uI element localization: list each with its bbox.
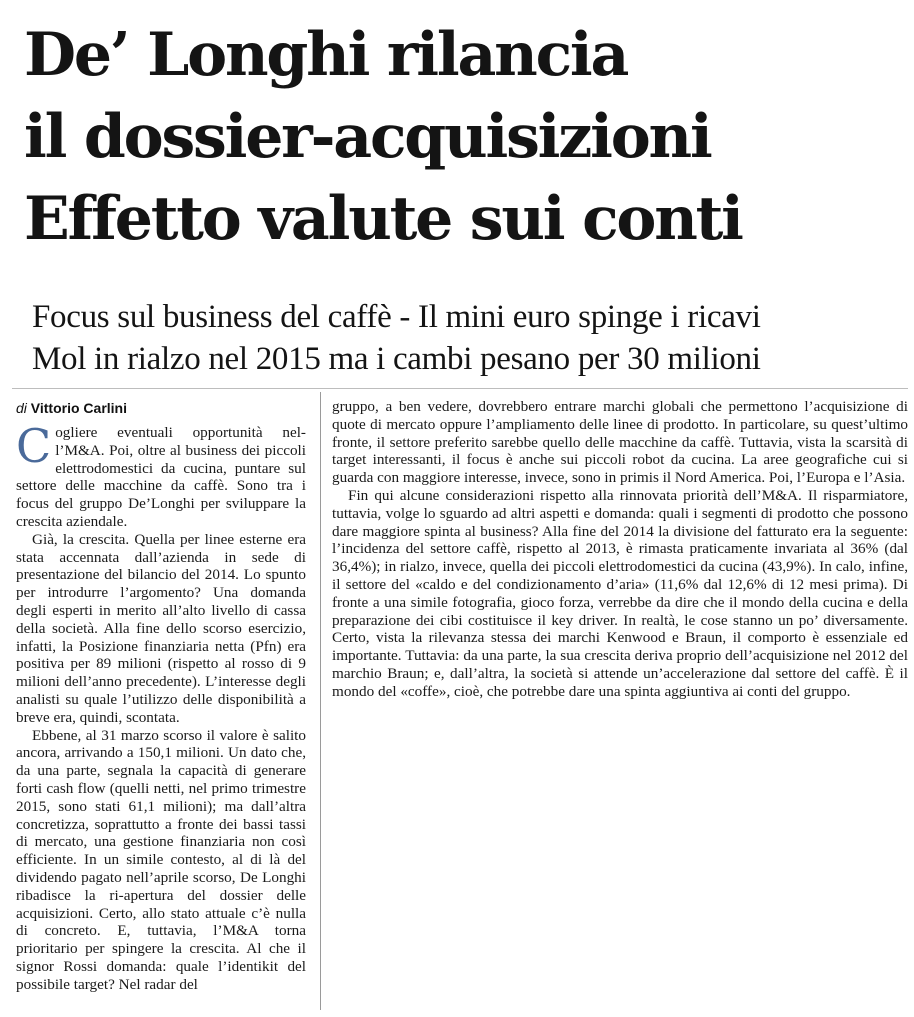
drop-cap: C (16, 419, 52, 473)
headline-line-2: il dossier-acquisizioni (24, 102, 711, 172)
paragraph-1-text: ogliere eventuali opportunità nel-l’M&A. Poi, oltre al business dei piccoli elettrodomestici da cucina, puntare sul settore delle macchine da caffè. Sono tra i focus del gruppo De’Longhi per sviluppare la crescita aziendale. (16, 424, 306, 530)
subheadline-line-1: Focus sul business del caffè - Il mini euro spinge i ricavi (32, 299, 761, 335)
article-paragraph-2: Già, la crescita. Quella per linee esterne era stata accennata dall’azienda in sede di presentazione del bilancio del 2014. Lo spunto per introdurre l’argomento? Una domanda degli esperti in merito all’alto livello di cassa della società. Alla fine dello scorso esercizio, infatti, la Posizione finanziaria netta (Pfn) era positiva per 89 milioni (rispetto al rosso di 9 milioni dell’anno precedente). L’interesse degli analisti su quale l’utilizzo delle disponibilità a breve era, quindi, scontata. (16, 530, 306, 726)
headline (24, 14, 904, 260)
article-paragraph-5: Fin qui alcune considerazioni rispetto alla rinnovata priorità dell’M&A. Il risparmiatore, tuttavia, volge lo sguardo ad altri aspetti e domanda: quali i segmenti di prodotto che possono dare maggiore spinta al business? Alla fine del 2014 la divisione del fatturato era la seguente: l’incidenza del settore caffè, rispetto al 2013, è rimasta praticamente invariata al 36% (dal 36,4%); in rialzo, invece, quella dei piccoli elettrodomestici da cucina (43,9%). In calo, infine, il settore del «caldo e del condizionamento d’aria» (11,6% dal 12,6% di 12 mesi prima). Di fronte a una simile fotografia, gioco forza, verrebbe da dire che il mondo della cucina e della preparazione dei cibi costituisce il key driver. In realtà, le cose stanno un po’ diversamente. Certo, vista la rilevanza stessa dei marchi Kenwood e Braun, il comporto è essenziale ed importante. Tuttavia: da una parte, la sua crescita deriva proprio dell’acquisizione nel 2012 del marchio Braun; e, dall’altra, la società si attende un’accelerazione dal settore del caffè. È il mondo del «coffe», cioè, che potrebbe dare una spinta aggiuntiva ai conti del gruppo. (332, 486, 908, 700)
column-divider (320, 392, 321, 1010)
subheadline-line-2: Mol in rialzo nel 2015 ma i cambi pesano per 30 milioni (32, 341, 761, 377)
horizontal-divider (12, 388, 908, 389)
article-paragraph-1 (16, 419, 306, 531)
article-paragraph-3: Ebbene, al 31 marzo scorso il valore è salito ancora, arrivando a 150,1 milioni. Un dato che, da una parte, segnala la capacità di generare forti cash flow (quelli netti, nel primo trimestre 2015, sono stati 61,1 milioni); ma dall’altra concretizza, soprattutto a fronte dei bassi tassi di mercato, una gestione finanziaria non così efficiente. In un simile contesto, al di là del dividendo pagato nell’aprile scorso, De Longhi ribadisce la ri-apertura del dossier delle acquisizioni. Certo, allo stato attuale c’è nulla di concreto. E, tuttavia, l’M&A torna prioritario per spingere la crescita. Al che il signor Rossi domanda: quale l’identikit del possibile target? Nel radar del (16, 726, 306, 993)
article-paragraph-4: gruppo, a ben vedere, dovrebbero entrare marchi globali che permettono l’acquisizione di quote di mercato oppure l’ampliamento delle linee di prodotto. In particolare, su quest’ultimo fronte, il settore preferito sarebbe quello delle macchine da caffè. Tuttavia, vista la scarsità di target interessanti, il focus è anche sui piccoli robot da cucina. La aree geografiche cui si guarda con maggiore interesse, invece, sono in primis il Nord America. Poi, l’Europa e l’Asia. (332, 398, 908, 487)
byline-prefix: di (16, 400, 27, 416)
byline (16, 400, 127, 416)
headline-line-3: Effetto valute sui conti (24, 184, 742, 254)
article-column-right (332, 398, 908, 701)
article-column-left (16, 419, 306, 994)
headline-line-1: De’ Longhi rilancia (24, 20, 628, 90)
byline-author: Vittorio Carlini (30, 400, 127, 416)
subheadline (32, 296, 906, 380)
